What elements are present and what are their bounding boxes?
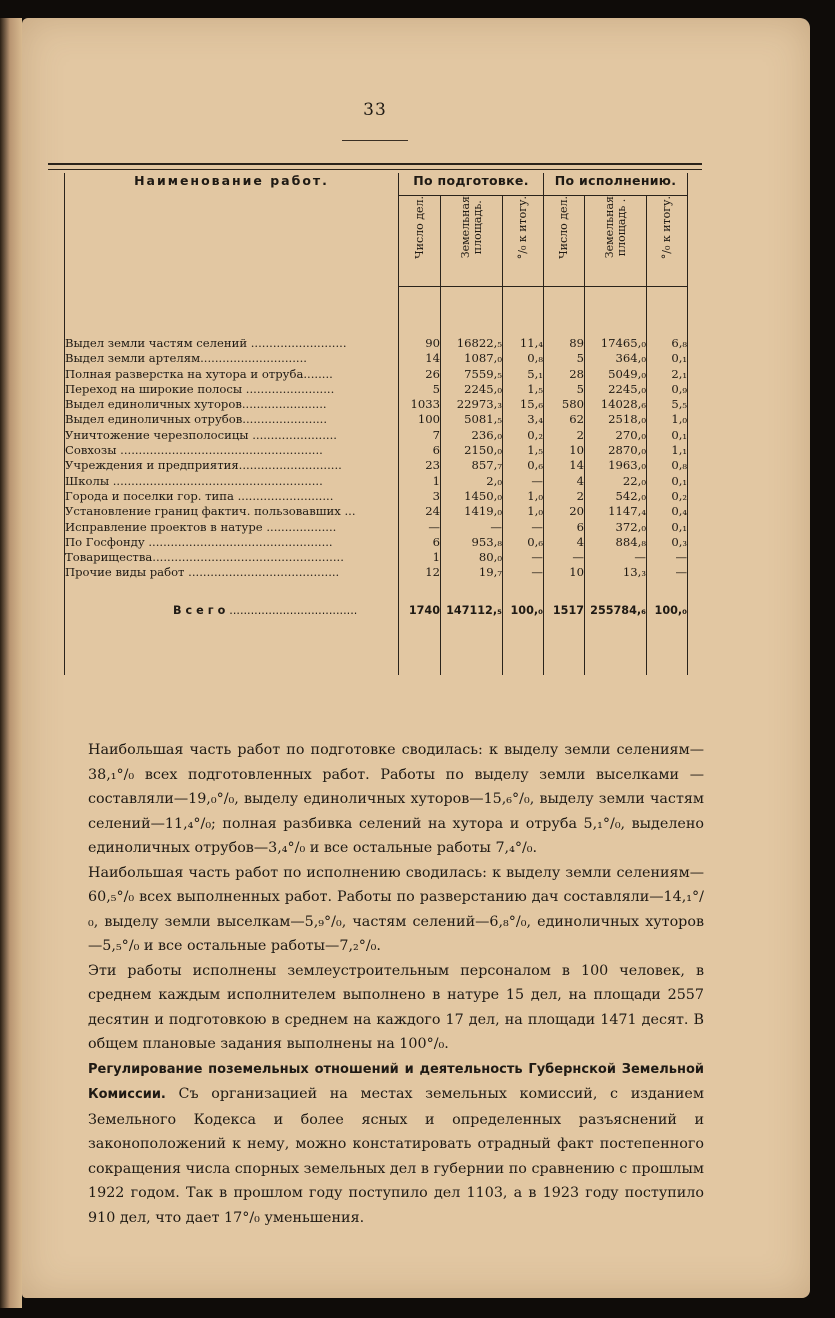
row-exec-count: 10 (544, 443, 585, 458)
total-label: Всего (173, 603, 230, 617)
row-prep-count: 3 (399, 489, 441, 504)
row-exec-area: 364,₀ (585, 351, 647, 366)
total-exec-percent: 100,₀ (647, 581, 688, 675)
row-exec-percent: 0,₉ (647, 382, 688, 397)
row-exec-area: 372,₀ (585, 520, 647, 535)
row-exec-percent: 5,₅ (647, 397, 688, 412)
row-exec-area: 270,₀ (585, 428, 647, 443)
row-prep-count: 14 (399, 351, 441, 366)
row-work-name: Уничтожение черезполосицы ....................... (65, 428, 399, 443)
row-exec-area: 2245,₀ (585, 382, 647, 397)
row-prep-percent: 11,₄ (503, 336, 544, 351)
paragraph-text: Эти работы исполнены землеустроительным персоналом в 100 человек, в среднем каждым исполнителем выполнено в натуре 15 дел, на площади 2557 десятин и подготовкою в среднем на каждого 17 дел, на площади 1471 десят. В общем плановые задания выполнены на 100°/₀. (88, 962, 704, 1052)
row-exec-percent: 0,₈ (647, 458, 688, 473)
page-number: 33 (363, 100, 387, 120)
row-prep-area: — (441, 520, 503, 535)
row-prep-percent: 3,₄ (503, 412, 544, 427)
row-work-name: Школы ......................................................... (65, 474, 399, 489)
row-prep-area: 7559,₅ (441, 367, 503, 382)
row-exec-percent: 0,₁ (647, 474, 688, 489)
row-exec-percent: 1,₁ (647, 443, 688, 458)
total-prep-percent: 100,₀ (503, 581, 544, 675)
row-work-name: Совхозы ....................................................... (65, 443, 399, 458)
body-text (88, 738, 704, 1230)
row-prep-count: 6 (399, 443, 441, 458)
table-row (65, 458, 688, 473)
row-prep-area: 1450,₀ (441, 489, 503, 504)
row-prep-area: 1419,₀ (441, 504, 503, 519)
table-row (65, 535, 688, 550)
paragraph (88, 1057, 704, 1231)
row-prep-count: 6 (399, 535, 441, 550)
subheader-prep-percent: °/₀ к итогу. (503, 196, 544, 287)
row-prep-count: 1033 (399, 397, 441, 412)
table-row (65, 550, 688, 565)
row-exec-area: 13,₃ (585, 565, 647, 580)
paragraph (88, 738, 704, 861)
row-prep-count: 1 (399, 474, 441, 489)
table-row (65, 489, 688, 504)
table-row (65, 474, 688, 489)
paragraph (88, 861, 704, 959)
row-prep-area: 236,₀ (441, 428, 503, 443)
table-row (65, 412, 688, 427)
paragraph-text: Съ организацией на местах земельных комиссий, с изданием Земельного Кодекса и более ясных и определенных разъяснений и законоположений к нему, можно констатировать отрадный факт постепенного сокращения числа спорных земельных дел в губернии по сравнению с прошлым 1922 годом. Так в прошлом году поступило дел 1103, а в 1923 году поступило 910 дел, что дает 17°/₀ уменьшения. (88, 1086, 704, 1226)
subheader-exec-percent: °/₀ к итогу. (647, 196, 688, 287)
row-exec-area: 1147,₄ (585, 504, 647, 519)
row-exec-count: 5 (544, 382, 585, 397)
table-row (65, 367, 688, 382)
row-prep-percent: — (503, 474, 544, 489)
row-exec-percent: 0,₄ (647, 504, 688, 519)
row-prep-area: 19,₇ (441, 565, 503, 580)
row-exec-count: 580 (544, 397, 585, 412)
table-top-rule (48, 163, 702, 165)
row-exec-count: 6 (544, 520, 585, 535)
row-prep-area: 953,₈ (441, 535, 503, 550)
row-exec-percent: 0,₂ (647, 489, 688, 504)
row-work-name: Выдел единоличных отрубов....................... (65, 412, 399, 427)
row-exec-percent: — (647, 550, 688, 565)
row-exec-count: 4 (544, 474, 585, 489)
row-prep-area: 80,₀ (441, 550, 503, 565)
total-prep-count: 1740 (399, 581, 441, 675)
row-work-name: Выдел земли артелям............................. (65, 351, 399, 366)
group-header-execution: По исполнению. (544, 173, 688, 196)
row-prep-percent: 0,₆ (503, 458, 544, 473)
row-prep-percent: 1,₀ (503, 504, 544, 519)
table-row (65, 443, 688, 458)
table-row (65, 520, 688, 535)
row-exec-count: 2 (544, 489, 585, 504)
row-prep-count: 24 (399, 504, 441, 519)
row-exec-percent: 1,₀ (647, 412, 688, 427)
row-prep-count: 26 (399, 367, 441, 382)
row-exec-area: 884,₈ (585, 535, 647, 550)
row-prep-area: 2245,₀ (441, 382, 503, 397)
row-prep-percent: 0,₈ (503, 351, 544, 366)
row-exec-area: 2518,₀ (585, 412, 647, 427)
row-exec-area: — (585, 550, 647, 565)
row-exec-area: 542,₀ (585, 489, 647, 504)
row-exec-count: 5 (544, 351, 585, 366)
paragraph-text: Наибольшая часть работ по подготовке сводилась: к выделу земли селениям—38,₁°/₀ всех подготовленных работ. Работы по выделу земли выселками — составляли—19,₀°/₀, выделу единоличных хуторов—15,₆°/₀, выделу земли частям селений—11,₄°/₀; полная разбивка селений на хутора и отруба 5,₁°/₀, выделено единоличных отрубов—3,₄°/₀ и все остальные работы 7,₄°/₀. (88, 742, 704, 856)
row-prep-percent: 5,₁ (503, 367, 544, 382)
row-exec-count: 2 (544, 428, 585, 443)
row-work-name: Выдел земли частям селений .......................... (65, 336, 399, 351)
row-prep-area: 2,₀ (441, 474, 503, 489)
row-work-name: Переход на широкие полосы ........................ (65, 382, 399, 397)
row-prep-area: 16822,₅ (441, 336, 503, 351)
row-prep-count: 100 (399, 412, 441, 427)
row-prep-area: 5081,₅ (441, 412, 503, 427)
row-work-name: Учреждения и предприятия............................ (65, 458, 399, 473)
row-prep-percent: 1,₅ (503, 443, 544, 458)
table-row (65, 397, 688, 412)
row-work-name: Полная разверстка на хутора и отруба........ (65, 367, 399, 382)
row-exec-area: 14028,₆ (585, 397, 647, 412)
row-prep-area: 22973,₃ (441, 397, 503, 412)
total-exec-area: 255784,₆ (585, 581, 647, 675)
table-row (65, 336, 688, 351)
total-exec-count: 1517 (544, 581, 585, 675)
subheader-exec-count: Число дел. (544, 196, 585, 287)
table-row (65, 504, 688, 519)
row-exec-area: 1963,₀ (585, 458, 647, 473)
works-table (64, 173, 688, 675)
row-exec-count: 28 (544, 367, 585, 382)
row-exec-count: 4 (544, 535, 585, 550)
row-prep-count: 1 (399, 550, 441, 565)
row-prep-count: 5 (399, 382, 441, 397)
row-work-name: Выдел единоличных хуторов....................... (65, 397, 399, 412)
row-exec-percent: — (647, 565, 688, 580)
row-work-name: Исправление проектов в натуре ................... (65, 520, 399, 535)
row-exec-area: 17465,₀ (585, 336, 647, 351)
group-header-preparation: По подготовке. (399, 173, 544, 196)
row-prep-percent: 15,₆ (503, 397, 544, 412)
subheader-prep-count: Число дел. (399, 196, 441, 287)
row-work-name: Товарищества.................................................... (65, 550, 399, 565)
row-exec-count: 20 (544, 504, 585, 519)
table-row (65, 351, 688, 366)
row-prep-percent: — (503, 520, 544, 535)
row-exec-percent: 2,₁ (647, 367, 688, 382)
row-prep-percent: 0,₂ (503, 428, 544, 443)
row-exec-percent: 0,₁ (647, 351, 688, 366)
row-prep-area: 1087,₀ (441, 351, 503, 366)
row-prep-percent: — (503, 565, 544, 580)
row-exec-count: 62 (544, 412, 585, 427)
row-work-name: По Госфонду .................................................. (65, 535, 399, 550)
row-prep-count: 90 (399, 336, 441, 351)
row-prep-count: 12 (399, 565, 441, 580)
total-prep-area: 147112,₅ (441, 581, 503, 675)
inline-section-heading: Регулирование поземельных отношений и деятельность Губернской Земельной Комиссии. (88, 1061, 704, 1102)
row-prep-count: — (399, 520, 441, 535)
row-exec-count: 14 (544, 458, 585, 473)
paragraph (88, 959, 704, 1057)
row-prep-percent: 1,₀ (503, 489, 544, 504)
row-prep-percent: — (503, 550, 544, 565)
row-prep-percent: 0,₆ (503, 535, 544, 550)
row-exec-area: 22,₀ (585, 474, 647, 489)
row-prep-count: 23 (399, 458, 441, 473)
row-exec-percent: 0,₁ (647, 428, 688, 443)
subheader-exec-area: Земельная площадь . (585, 196, 647, 287)
table-row (65, 565, 688, 580)
row-prep-area: 2150,₀ (441, 443, 503, 458)
paragraph-text: Наибольшая часть работ по исполнению сводилась: к выделу земли селениям—60,₅°/₀ всех выполненных работ. Работы по разверстанию дач составляли—14,₁°/₀, выделу земли выселкам—5,₉°/₀, частям селений—6,₈°/₀, единоличных хуторов—5,₅°/₀ и все остальные работы—7,₂°/₀. (88, 864, 704, 954)
row-prep-count: 7 (399, 428, 441, 443)
row-work-name: Прочие виды работ ......................................... (65, 565, 399, 580)
table-total-row: Всего.................................... 1740 147112,₅ 100,₀ 1517 255784,₆ 100,₀ (65, 581, 688, 675)
row-work-name: Города и поселки гор. типа .......................... (65, 489, 399, 504)
row-exec-percent: 0,₁ (647, 520, 688, 535)
table-row (65, 428, 688, 443)
row-exec-count: 89 (544, 336, 585, 351)
row-exec-area: 5049,₀ (585, 367, 647, 382)
row-exec-percent: 6,₈ (647, 336, 688, 351)
row-prep-area: 857,₇ (441, 458, 503, 473)
row-prep-percent: 1,₅ (503, 382, 544, 397)
table-top-rule-thin (48, 169, 702, 170)
row-exec-percent: 0,₃ (647, 535, 688, 550)
page-number-underline (342, 140, 408, 141)
row-exec-count: 10 (544, 565, 585, 580)
column-header-name: Наименование работ. (65, 173, 399, 287)
subheader-prep-area: Земельная площадь. (441, 196, 503, 287)
book-spine-edge (0, 18, 22, 1308)
row-work-name: Установление границ фактич. пользовавших ... (65, 504, 399, 519)
row-exec-count: — (544, 550, 585, 565)
table-row (65, 382, 688, 397)
row-exec-area: 2870,₀ (585, 443, 647, 458)
